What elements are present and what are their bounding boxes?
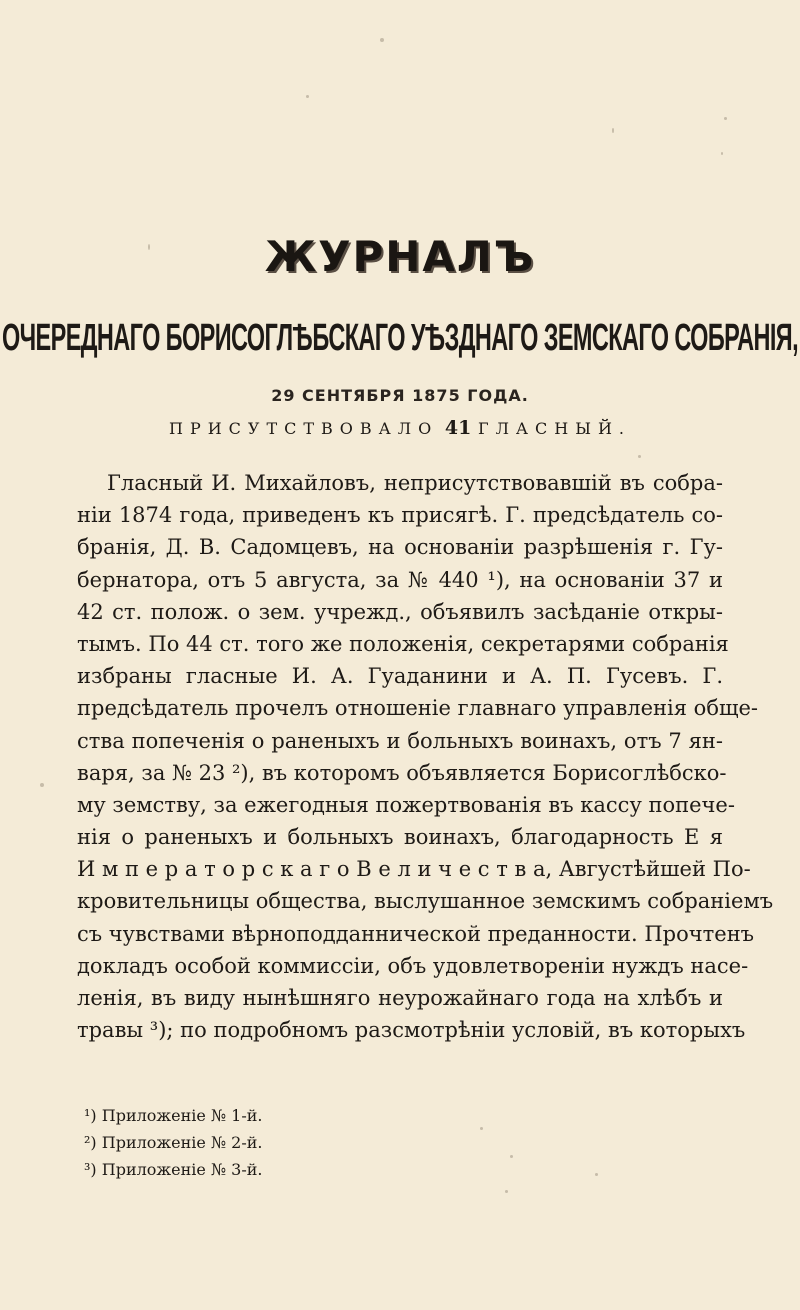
paper-speck bbox=[380, 38, 384, 42]
attendance-count: 41 bbox=[444, 417, 472, 439]
text-line: Гласный И. Михайловъ, неприсутствовавшій въ собра- bbox=[107, 471, 723, 495]
session-date: 29 СЕНТЯБРЯ 1875 ГОДА. bbox=[271, 386, 529, 405]
text-line: му земству, за ежегодныя пожертвованія въ кассу попече- bbox=[77, 792, 735, 817]
text-line: тымъ. По 44 ст. того же положенія, секретарями собранія bbox=[77, 631, 729, 656]
text-line: ніи 1874 года, приведенъ къ присягѣ. Г. предсѣдатель со- bbox=[77, 503, 723, 528]
text-line: нія о раненыхъ и больныхъ воинахъ, благодарность Е я bbox=[77, 825, 723, 850]
paper-speck bbox=[505, 1190, 508, 1193]
paper-speck bbox=[595, 1173, 598, 1176]
assembly-subtitle: ОЧЕРЕДНАГО БОРИСОГЛѢБСКАГО УѢЗДНАГО ЗЕМСКАГО СОБРАНІЯ, bbox=[1, 316, 799, 358]
journal-body-text bbox=[77, 467, 774, 1046]
paper-speck bbox=[638, 455, 641, 458]
text-line: кровительницы общества, выслушанное земскимъ собраніемъ bbox=[77, 889, 774, 914]
paper-speck bbox=[721, 152, 723, 155]
text-line: травы ³); по подробномъ разсмотрѣніи условій, въ которыхъ bbox=[77, 1018, 746, 1043]
text-line: бернатора, отъ 5 августа, за № 440 ¹), на основаніи 37 и bbox=[77, 567, 723, 592]
text-line: избраны гласные И. А. Гуаданини и А. П. Гусевъ. Г. bbox=[77, 664, 723, 689]
journal-title: ЖУРНАЛЪ bbox=[264, 232, 536, 281]
attendance-prefix: ПРИСУТСТВОВАЛО bbox=[168, 419, 439, 438]
footnotes bbox=[84, 1102, 584, 1183]
text-line: И м п е р а т о р с к а г о В е л и ч е с т в а, Августѣйшей По- bbox=[77, 857, 751, 882]
footnote-3: ³) Приложеніе № 3-й. bbox=[84, 1160, 263, 1179]
paper-speck bbox=[612, 128, 614, 133]
text-line: съ чувствами вѣрноподданнической преданности. Прочтенъ bbox=[77, 921, 755, 946]
attendance-suffix: ГЛАСНЫЙ. bbox=[477, 419, 632, 438]
text-line: докладъ особой коммиссіи, объ удовлетвореніи нуждъ насе- bbox=[77, 953, 749, 978]
footnote-2: ²) Приложеніе № 2-й. bbox=[84, 1133, 263, 1152]
text-line: ства попеченія о раненыхъ и больныхъ воинахъ, отъ 7 ян- bbox=[77, 728, 723, 753]
footnote-1: ¹) Приложеніе № 1-й. bbox=[84, 1106, 263, 1125]
text-line: бранія, Д. В. Садомцевъ, на основаніи разрѣшенія г. Гу- bbox=[77, 535, 723, 560]
paper-speck bbox=[724, 117, 727, 120]
text-line: предсѣдатель прочелъ отношеніе главнаго управленія обще- bbox=[77, 696, 759, 721]
paper-speck bbox=[306, 95, 309, 98]
paper-speck bbox=[40, 783, 44, 787]
attendance-line bbox=[0, 414, 800, 443]
text-line: 42 ст. полож. о зем. учрежд., объявилъ засѣданіе откры- bbox=[77, 599, 723, 624]
text-line: варя, за № 23 ²), въ которомъ объявляется Борисоглѣбско- bbox=[77, 760, 727, 785]
text-line: ленія, въ виду нынѣшняго неурожайнаго года на хлѣбъ и bbox=[77, 986, 723, 1010]
